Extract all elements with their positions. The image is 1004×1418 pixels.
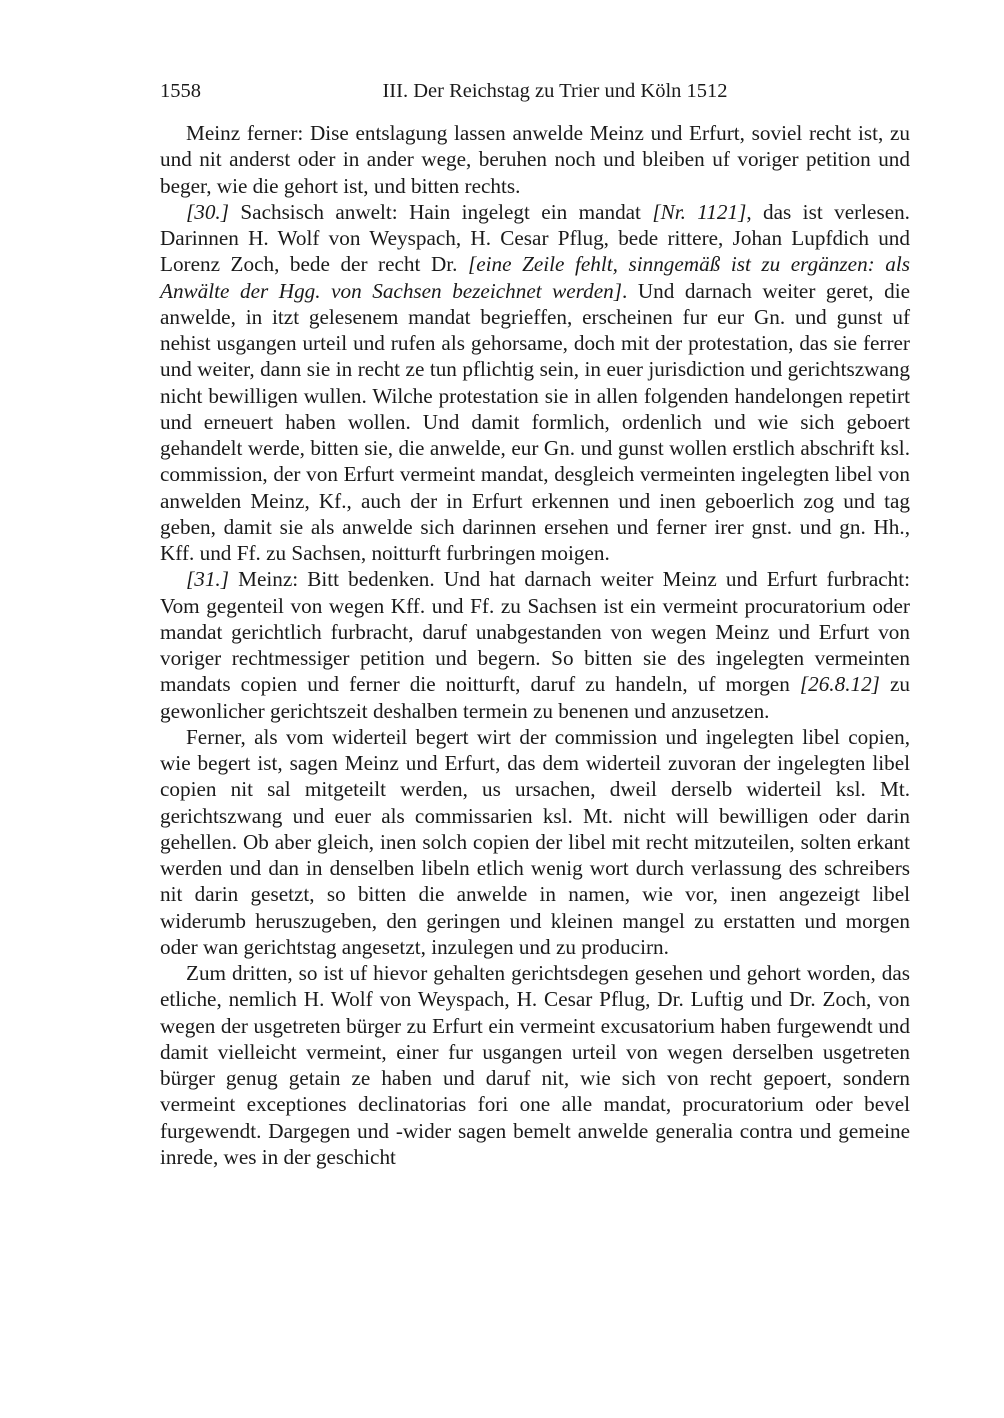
editorial-note: [26.8.12]	[799, 672, 880, 697]
document-page	[160, 76, 910, 1170]
text-run: Sachsisch anwelt: Hain ingelegt ein mandat	[228, 199, 653, 224]
page-number: 1558	[160, 80, 201, 102]
text-run: Zum dritten, so ist uf hievor gehalten gerichtsdegen gesehen und gehort worden, das etliche, nemlich H. Wolf von Weyspach, H. Cesar Pflug, Dr. Luftig und Dr. Zoch, von wegen der usgetreten bürger zu Erfurt ein vermeint excusatorium haben furgewendt und damit vielleicht vermeint, einer fur usgangen urteil von wegen derselben usgetreten bürger genug getain ze haben und daruf nit, wie sich von recht gepoert, sondern vermeint exceptiones declinatorias fori one alle mandat, procuratorium oder bevel furgewendt. Dargegen und -wider sagen bemelt anwelde generalia contra und gemeine inrede, wes in der geschicht	[160, 961, 910, 1169]
paragraph	[160, 199, 910, 567]
editorial-note: [30.]	[186, 199, 229, 224]
paragraph	[160, 566, 910, 724]
text-run: Ferner, als vom widerteil begert wirt der commission und ingelegten libel copien, wie begert ist, sagen Meinz und Erfurt, das dem widerteil zuvoran der ingelegten libel copien nit sal mitgeteilt werden, us ursachen, dweil derselb widerteil ksl. Mt. gerichtszwang und euer als commissarien ksl. Mt. nicht will bewilligen oder darin gehellen. Ob aber gleich, inen solch copien der libel mit recht mitzuteilen, solten erkant werden und dan in denselben libeln etlich wenig wort durch verlassung des schreibers nit darin gesetzt, so bitten die anwelde in namen, wie vor, inen angezeigt libel widerumb heruszugeben, den geringen und kleinen mangel zu erstatten und morgen oder wan gerichtstag angesetzt, inzulegen und zu producirn.	[160, 724, 910, 959]
text-run: Meinz ferner: Dise entslagung lassen anwelde Meinz und Erfurt, soviel recht ist, zu und nit anderst oder in ander wege, beruhen noch und bleiben uf voriger petition und beger, wie die gehort ist, und bitten rechts.	[160, 121, 910, 198]
text-run: , das ist verlesen. Darinnen H. Wolf von Weyspach, H. Cesar Pflug, bede rittere, Johan Lupfdich und Lorenz Zoch, bede der recht Dr.	[160, 199, 910, 277]
paragraph	[160, 724, 910, 960]
editorial-note: [31.]	[186, 567, 229, 592]
running-title: III. Der Reichstag zu Trier und Köln 1512	[382, 80, 728, 102]
running-head	[160, 76, 910, 106]
text-run: zu gewonlicher gerichtszeit deshalben termein zu benenen und anzusetzen.	[160, 672, 911, 723]
editorial-note: [Nr. 1121]	[652, 199, 747, 224]
body-text	[160, 120, 910, 1170]
text-run: Meinz: Bitt bedenken. Und hat darnach weiter Meinz und Erfurt furbracht: Vom gegenteil von wegen Kff. und Ff. zu Sachsen ist ein vermeint procuratorium oder mandat gerichtlich furbracht, daruf unabgestanden von wegen Meinz und Erfurt von voriger rechtmessiger petition und begern. So bitten sie des ingelegten vermeinten mandats copien und ferner die noitturft, daruf zu handeln, uf morgen	[160, 567, 910, 697]
text-run: . Und darnach weiter geret, die anwelde, in itzt gelesenem mandat begrieffen, erscheinen fur eur Gn. und gunst uf nehist usgangen urteil und rufen als gehorsame, doch mit der protestation, das sie ferrer und weiter, dann sie in recht ze tun pflichtig sein, in euer jurisdiction und gerichtszwang nicht bewilligen wullen. Wilche protestation sie in allen folgenden handelongen repetirt und erneuert haben wollen. Und damit formlich, ordenlich und wie sich geboert gehandelt werde, bitten sie, die anwelde, eur Gn. und gunst wollen erstlich abschrift ksl. commission, der von Erfurt vermeint mandat, desgleich vermeinten ingelegten libel von anwelden Meinz, Kf., auch der in Erfurt erkennen und inen geboerlich zog und tag geben, damit sie als anwelde sich darinnen ersehen und ferner irer gnst. und gn. Hh., Kff. und Ff. zu Sachsen, noitturft furbringen moigen.	[160, 278, 910, 565]
paragraph	[160, 960, 910, 1170]
editorial-note: [eine Zeile fehlt, sinngemäß ist zu ergänzen: als Anwälte der Hgg. von Sachsen bezeichnet werden]	[160, 252, 910, 303]
paragraph	[160, 120, 910, 199]
